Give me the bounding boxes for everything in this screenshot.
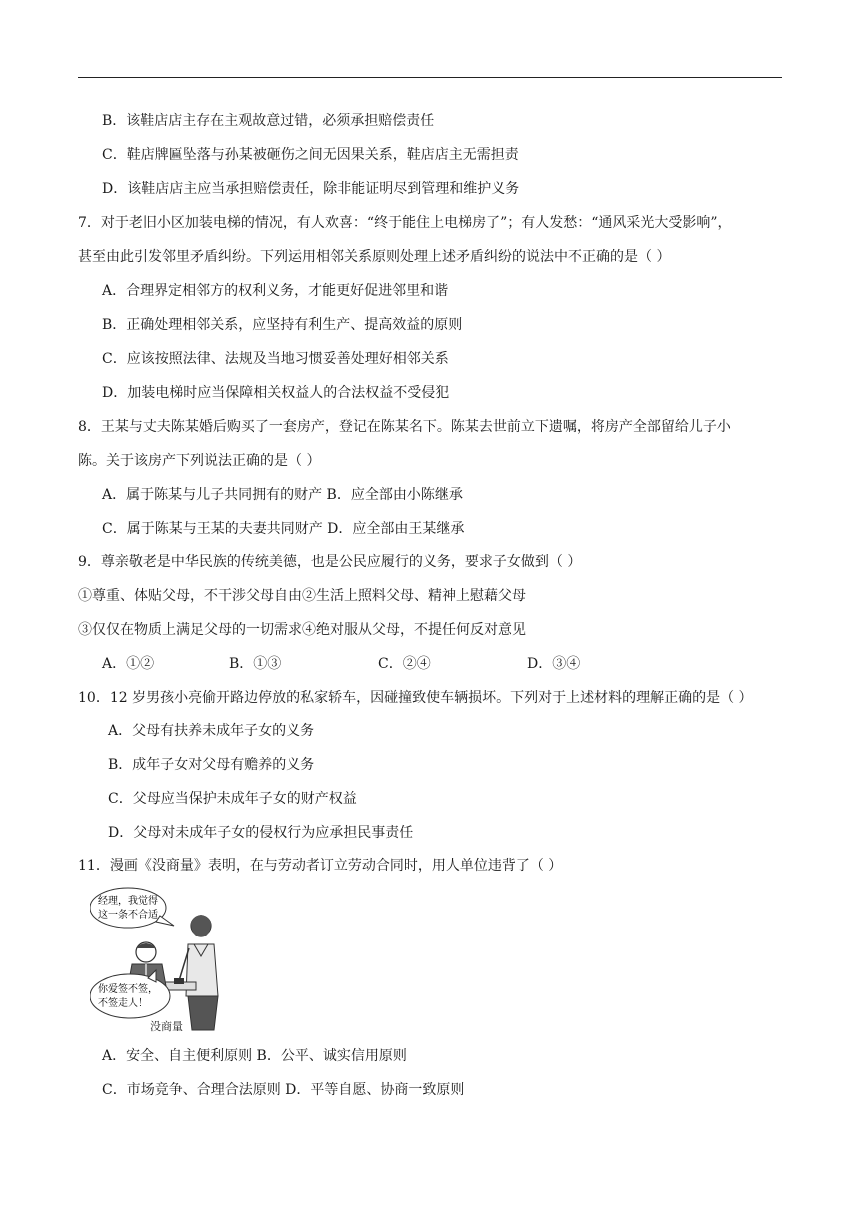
q8-stem-line1: 8．王某与丈夫陈某婚后购买了一套房产，登记在陈某名下。陈某去世前立下遗嘱，将房产全部留给儿子小 [78, 419, 731, 435]
q7-option-d: D．加装电梯时应当保障相关权益人的合法权益不受侵犯 [102, 385, 450, 401]
bubble1-line2: 这一条不合适 [98, 910, 158, 921]
q6-option-d: D．该鞋店店主应当承担赔偿责任，除非能证明尽到管理和维护义务 [102, 181, 520, 197]
q7-option-b: B．正确处理相邻关系，应坚持有利生产、提高效益的原则 [102, 317, 463, 333]
bubble1-line1: 经理，我觉得 [98, 896, 158, 907]
q8-stem-line2: 陈。关于该房产下列说法正确的是（ ） [78, 453, 321, 469]
q10-option-b: B．成年子女对父母有赡养的义务 [108, 757, 315, 773]
q6-option-b: B．该鞋店店主存在主观故意过错，必须承担赔偿责任 [102, 113, 435, 129]
q7-option-a: A．合理界定相邻方的权利义务，才能更好促进邻里和谐 [102, 283, 449, 299]
q8-options-ab: A．属于陈某与儿子共同拥有的财产 B．应全部由小陈继承 [102, 487, 463, 503]
q9-option-d: D．③④ [527, 656, 581, 672]
q6-option-c: C．鞋店牌匾坠落与孙某被砸伤之间无因果关系，鞋店店主无需担责 [102, 147, 519, 163]
q9-option-c: C．②④ [378, 656, 431, 672]
q8-options-cd: C．属于陈某与王某的夫妻共同财产 D．应全部由王某继承 [102, 521, 465, 537]
speech-bubble-2 [90, 974, 170, 1018]
header-rule [78, 77, 782, 78]
q9-stem: 9．尊亲敬老是中华民族的传统美德，也是公民应履行的义务，要求子女做到（ ） [78, 554, 582, 570]
bubble2-line2: 不签走人！ [98, 998, 148, 1009]
speech-bubble-1 [90, 888, 166, 928]
q11-options-cd: C．市场竞争、合理合法原则 D．平等自愿、协商一致原则 [102, 1082, 465, 1098]
q10-option-a: A．父母有扶养未成年子女的义务 [108, 723, 315, 739]
q9-option-b: B．①③ [229, 656, 282, 672]
q10-stem: 10．12 岁男孩小亮偷开路边停放的私家轿车，因碰撞致使车辆损坏。下列对于上述材料的理解正确的是（ ） [78, 690, 753, 706]
q7-stem-line2: 甚至由此引发邻里矛盾纠纷。下列运用相邻关系原则处理上述矛盾纠纷的说法中不正确的是（ ） [78, 249, 671, 265]
cartoon-caption: 没商量 [150, 1020, 183, 1033]
q9-items-line1: ①尊重、体贴父母，不干涉父母自由②生活上照料父母、精神上慰藉父母 [78, 588, 526, 604]
q11-options-ab: A．安全、自主便利原则 B．公平、诚实信用原则 [102, 1048, 407, 1064]
q7-stem-line1: 7．对于老旧小区加装电梯的情况，有人欢喜：“终于能住上电梯房了”；有人发愁：“通风采光大受影响”， [78, 215, 732, 231]
q10-option-d: D．父母对未成年子女的侵权行为应承担民事责任 [108, 825, 414, 841]
cartoon-illustration [90, 886, 232, 1036]
q11-stem: 11．漫画《没商量》表明，在与劳动者订立劳动合同时，用人单位违背了（ ） [78, 858, 563, 874]
q7-option-c: C．应该按照法律、法规及当地习惯妥善处理好相邻关系 [102, 351, 449, 367]
q9-items-line2: ③仅仅在物质上满足父母的一切需求④绝对服从父母，不提任何反对意见 [78, 622, 526, 638]
bubble2-line1: 你爱签不签， [98, 984, 158, 995]
q9-option-a: A．①② [102, 656, 155, 672]
q10-option-c: C．父母应当保护未成年子女的财产权益 [108, 791, 357, 807]
